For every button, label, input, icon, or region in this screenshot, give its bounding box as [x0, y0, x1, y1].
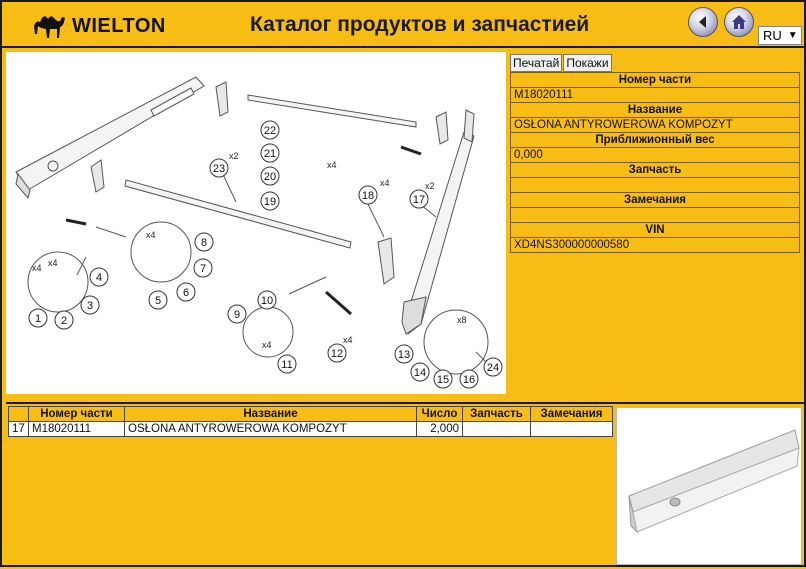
quantity-multiplier: x2 — [425, 181, 435, 191]
row-number: M18020111 — [29, 422, 125, 437]
callout-label: 19 — [263, 196, 277, 208]
callout-label: 11 — [281, 359, 293, 371]
camel-icon — [32, 12, 68, 40]
quantity-multiplier: x8 — [457, 315, 467, 325]
callout-label: 21 — [263, 148, 277, 160]
callout-label: 14 — [413, 367, 427, 379]
quantity-multiplier: x4 — [48, 258, 58, 268]
callout-label: 7 — [199, 263, 207, 275]
row-remarks — [531, 422, 613, 437]
callout-label: 2 — [60, 315, 68, 327]
col-name: Название — [125, 407, 417, 422]
col-qty: Число — [417, 407, 463, 422]
vin-label: VIN — [511, 223, 800, 238]
quantity-multiplier: x4 — [343, 335, 353, 345]
part-preview-image — [616, 407, 802, 565]
callout-label: 4 — [95, 272, 103, 284]
part-number-label: Номер части — [511, 73, 800, 88]
callout-label: 8 — [200, 237, 208, 249]
language-select[interactable] — [758, 26, 802, 45]
header — [2, 2, 804, 48]
weight-label: Приближионный вес — [511, 133, 800, 148]
parts-list-section — [6, 402, 804, 565]
part-info-panel — [510, 54, 800, 253]
spare-label: Запчасть — [511, 163, 800, 178]
quantity-multiplier: x4 — [32, 263, 42, 273]
show-tab[interactable]: Покажи — [563, 54, 611, 72]
callout-label: 20 — [263, 171, 277, 183]
quantity-multiplier: x4 — [380, 178, 390, 188]
callout-label: 22 — [263, 125, 277, 137]
parts-table-header — [9, 407, 613, 422]
chevron-down-icon: ▼ — [787, 30, 798, 41]
page-title: Каталог продуктов и запчастией — [250, 13, 590, 36]
part-info-table — [510, 72, 800, 253]
guard-rail-image — [617, 408, 801, 564]
callout-label: 6 — [182, 287, 190, 299]
callout-label: 23 — [212, 163, 226, 175]
callout-label: 10 — [260, 295, 274, 307]
quantity-multiplier: x2 — [229, 151, 239, 161]
col-pos — [9, 407, 29, 422]
callout-label: 9 — [233, 309, 241, 321]
brand-name: WIELTON — [72, 14, 166, 37]
diagram-drawing — [6, 52, 506, 394]
language-value: RU — [763, 28, 782, 43]
callout-label: 13 — [397, 349, 411, 361]
callout-label: 15 — [436, 374, 450, 386]
callout-label: 1 — [34, 313, 42, 325]
part-number-value: M18020111 — [511, 88, 800, 103]
back-arrow-icon — [695, 14, 711, 30]
name-value: OSŁONA ANTYROWEROWA KOMPOZYT — [511, 118, 800, 133]
nav-buttons — [688, 7, 760, 37]
col-spare: Запчасть — [463, 407, 531, 422]
weight-value: 0,000 — [511, 148, 800, 163]
row-name: OSŁONA ANTYROWEROWA KOMPOZYT — [125, 422, 417, 437]
parts-table — [8, 406, 613, 437]
callout-label: 18 — [361, 190, 375, 202]
info-tabs — [510, 54, 800, 72]
print-tab[interactable]: Печатай — [510, 54, 562, 72]
remarks-value — [511, 208, 800, 223]
callout-label: 17 — [412, 194, 426, 206]
callout-label: 24 — [486, 362, 500, 374]
quantity-multiplier: x4 — [262, 340, 272, 350]
row-pos: 17 — [9, 422, 29, 437]
quantity-multiplier: x4 — [327, 160, 337, 170]
col-number: Номер части — [29, 407, 125, 422]
remarks-label: Замечания — [511, 193, 800, 208]
home-button[interactable] — [724, 7, 754, 37]
name-label: Название — [511, 103, 800, 118]
callout-label: 16 — [462, 374, 476, 386]
quantity-multiplier: x4 — [146, 230, 156, 240]
row-spare — [463, 422, 531, 437]
row-qty: 2,000 — [417, 422, 463, 437]
spare-value — [511, 178, 800, 193]
callout-label: 3 — [86, 300, 94, 312]
table-row[interactable] — [9, 422, 613, 437]
callout-label: 5 — [154, 295, 162, 307]
exploded-parts-diagram — [6, 52, 506, 394]
back-button[interactable] — [688, 7, 718, 37]
col-remarks: Замечания — [531, 407, 613, 422]
vin-value: XD4NS300000000580 — [511, 238, 800, 253]
home-icon — [730, 13, 748, 31]
wielton-logo — [32, 10, 166, 42]
callout-label: 12 — [330, 348, 344, 360]
